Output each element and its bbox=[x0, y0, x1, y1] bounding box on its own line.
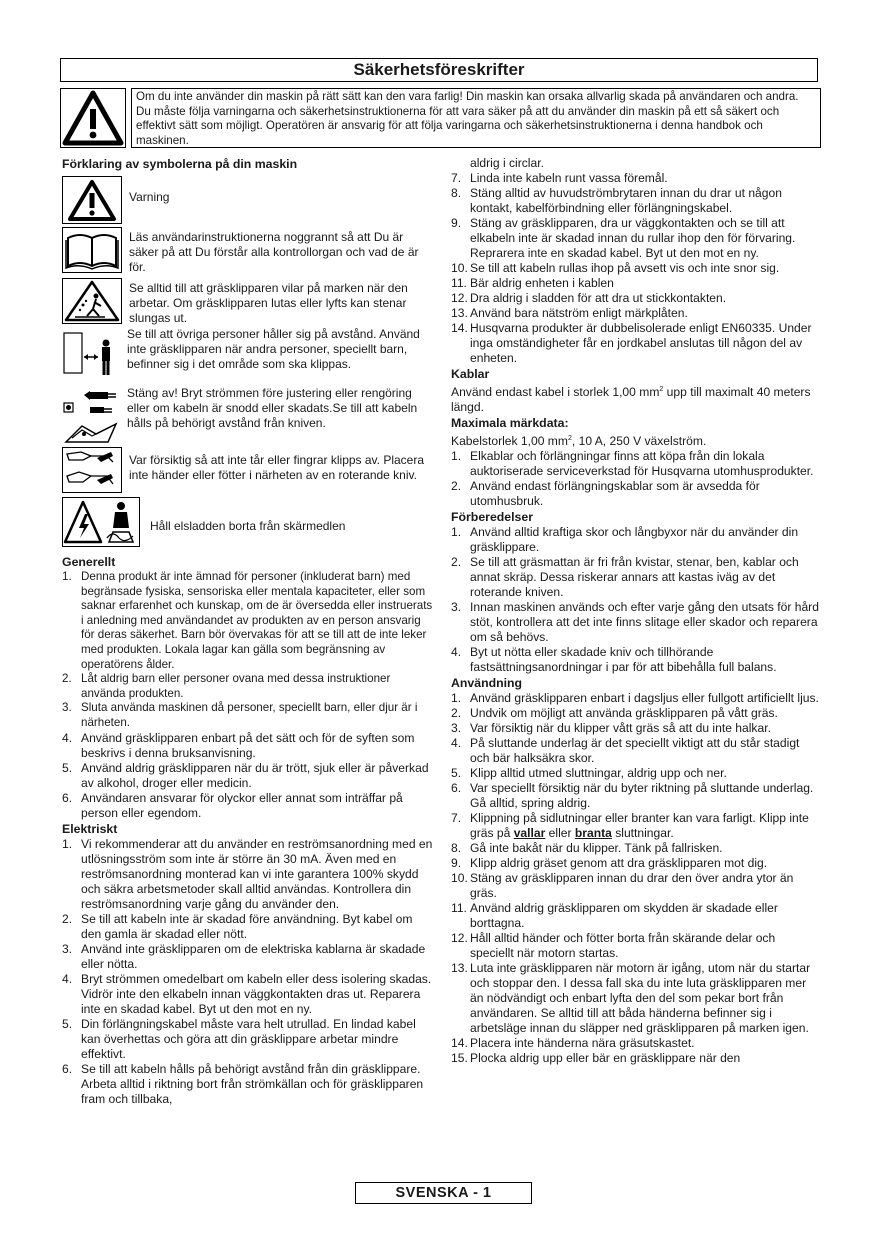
warning-triangle-icon bbox=[62, 176, 122, 224]
symbols-heading: Förklaring av symbolerna på din maskin bbox=[62, 157, 298, 171]
list-item: 11. Bär aldrig enheten i kablen bbox=[451, 276, 614, 290]
list-item: 5. Klipp alltid utmed sluttningar, aldrig upp och ner. bbox=[451, 766, 727, 781]
generellt-list-continued bbox=[62, 731, 434, 821]
symbol-row bbox=[62, 497, 434, 547]
list-item: 5. Din förlängningskabel måste vara helt utrullad. En lindad kabel kan överhettas och göra att din gräsklippare arbetar mindre effektivt. bbox=[62, 1016, 416, 1061]
list-item: 14. Husqvarna produkter är dubbelisolerade enligt EN60335. Under inga omständigheter får en jordkabel anslutas till någon del av enheten. bbox=[451, 321, 812, 365]
list-item: 13. Luta inte gräsklipparen när motorn är igång, utom när du startar och stoppar den. I dessa fall ska du inte luta gräsklipparen mer än nödvändigt och enbart lyfta den del som pekar bort från användaren. Se alltid till att båda händerna befinner sig i arbetsläge innan du släpper ned gräsklipparen på marken igen. bbox=[451, 961, 811, 1036]
kablar-text: Använd endast kabel i storlek 1,00 $mm^2$ upp till maximalt 40 meters längd. bbox=[451, 385, 811, 415]
list-item: 10. Se till att kabeln rullas ihop på avsett vis och inte snor sig. bbox=[451, 261, 780, 275]
list-item: 1. Använd alltid kraftiga skor och långbyxor när du använder din gräsklippare. bbox=[451, 525, 799, 555]
electric-cable-icon bbox=[62, 497, 140, 547]
generellt-heading: Generellt bbox=[62, 555, 116, 569]
anvandning-list bbox=[451, 691, 819, 1066]
warning-triangle-icon bbox=[60, 88, 126, 148]
list-item: 7. Klippning på sidlutningar eller branter kan vara farligt. Klipp inte gräs på vallar eller branta sluttningar. bbox=[451, 811, 809, 841]
intro-warning-text: Om du inte använder din maskin på rätt sätt kan den vara farlig! Din maskin kan orsaka allvarlig skada på användaren och andra. Du måste följa varningarna och säkerhetsinstruktionerna för att vara säker på att du använder din maskin på ett så säkert och effektivt sätt som möjligt. Operatören är ansvarig för att följa varingarna och säkerhetsinstruktionerna i denna handbok och maskinen. bbox=[131, 88, 821, 148]
list-item: 6. Var speciellt försiktig när du byter riktning på sluttande underlag. Gå alltid, spring aldrig. bbox=[451, 781, 814, 811]
symbol-row bbox=[62, 176, 434, 224]
symbol-row bbox=[62, 278, 434, 326]
list-item: 5. Använd aldrig gräsklipparen när du är trött, sjuk eller är påverkad av alkohol, droger eller medicin. bbox=[62, 760, 429, 790]
list-item: 3. Använd inte gräsklipparen om de elektriska kablarna är skadade eller nötta. bbox=[62, 941, 426, 971]
list-item: 2. Se till att gräsmattan är fri från kvistar, stenar, ben, kablar och annat skräp. Dessa riskerar annars att kastas iväg av det roterande kniven. bbox=[451, 555, 799, 600]
manual-book-icon bbox=[62, 227, 122, 273]
list-item: 6. Användaren ansvarar för olyckor eller annat som inträffar på person eller egendom. bbox=[62, 790, 403, 820]
symbol-text: Läs användarinstruktionerna noggrannt så att Du är säker på att Du förstår alla kontrollorgan och vad de är för. bbox=[129, 230, 419, 274]
symbol-text: Stäng av! Bryt strömmen före justering eller rengöring eller om kabeln är snodd eller skadats.Se till att kabeln hålls på behörigt avstånd från kniven. bbox=[127, 386, 418, 430]
symbol-text: Se alltid till att gräsklipparen vilar på marken när den arbetar. Om gräsklipparen lutas eller lyfts kan stenar slungas ut. bbox=[129, 281, 408, 325]
elektriskt-heading: Elektriskt bbox=[62, 821, 118, 836]
elektriskt-list bbox=[62, 837, 434, 1107]
symbol-text: Varning bbox=[129, 190, 170, 204]
list-item: 1. Vi rekommenderar att du använder en reströmsanordning med en utlösningsström som inte är större än 30 mA. Även med en reströmsanordning monterad kan vi inte garantera 100% skydd och säkra arbetsmetoder skall alltid användas. Kontrollera din reströmsanordning varje gång du använder den. bbox=[62, 836, 433, 911]
maximala-heading: Maximala märkdata: bbox=[451, 416, 569, 431]
page-title: Säkerhetsföreskrifter bbox=[60, 58, 818, 82]
list-item: 7. Linda inte kabeln runt vassa föremål. bbox=[451, 171, 668, 185]
list-item: 8. Gå inte bakåt när du klipper. Tänk på fallrisken. bbox=[451, 841, 723, 856]
list-item: 2. Låt aldrig barn eller personer ovana med dessa instruktioner använda produkten. bbox=[62, 672, 391, 700]
symbol-row bbox=[62, 447, 434, 493]
list-item: aldrig i circlar. bbox=[470, 156, 544, 170]
symbol-row bbox=[62, 227, 434, 275]
anvandning-heading: Användning bbox=[451, 676, 523, 691]
list-item: 9. Klipp aldrig gräset genom att dra gräsklipparen mot dig. bbox=[451, 856, 768, 871]
keep-distance-icon bbox=[62, 329, 120, 387]
list-item: 4. Byt ut nötta eller skadade kniv och tillhörande fastsättningsanordningar i par för att bibehålla full balans. bbox=[451, 645, 777, 675]
kablar-heading: Kablar bbox=[451, 367, 490, 381]
list-item: 4. På sluttande underlag är det speciellt viktigt att du står stadigt och bär halksäkra skor. bbox=[451, 736, 800, 766]
list-item: 1. Denna produkt är inte ämnad för personer (inkluderat barn) med begränsade fysiska, sensoriska eller mentala kapaciteter, eller som saknar erfarenhet och kunskap, om de är översedda eller instruerats i anledning med användandet av produkten av en person ansvarig för deras säkerhet. Barn bör övervakas för att se till att de inte leker med produkten. Lokala lagar kan gälla som begränsning av operatörens ålder. bbox=[62, 570, 433, 671]
list-item: 1. Elkablar och förlängningar finns att köpa från din lokala auktoriserade serviceverkstad för Husqvarna utomhusprodukter. bbox=[451, 449, 814, 479]
list-item: 14. Placera inte händerna nära gräsutskastet. bbox=[451, 1036, 695, 1051]
symbol-text: Var försiktig så att inte tår eller fingrar klipps av. Placera inte händer eller fötter i närheten av en roterande kniv. bbox=[129, 453, 425, 482]
symbol-row bbox=[62, 386, 434, 448]
list-item: 9. Stäng av gräsklipparen, dra ur väggkontakten och se till att elkabeln inte är skadad innan du rullar ihop den för förvaring. Reprarera inte en skadad kabel. Byt ut den mot en ny. bbox=[451, 216, 796, 260]
list-item: 2. Använd endast förlängningskablar som är avsedda för utomhusbruk. bbox=[451, 479, 760, 509]
list-item: 6. Se till att kabeln hålls på behörigt avstånd från din gräsklippare. Arbeta alltid i riktning bort från strömkällan och för gräsklipparen fram och tillbaka, bbox=[62, 1061, 424, 1106]
list-item: 8. Stäng alltid av huvudströmbrytaren innan du drar ut någon kontakt, kabelförbindning eller förlängningskabel. bbox=[451, 186, 782, 215]
list-item: 2. Undvik om möjligt att använda gräsklipparen på vått gräs. bbox=[451, 706, 778, 721]
list-item: 3. Var försiktig när du klipper vått gräs så att du inte halkar. bbox=[451, 721, 771, 736]
blade-hand-icon bbox=[62, 447, 122, 493]
list-item: 1. Använd gräsklipparen enbart i dagsljus eller fullgott artificiellt ljus. bbox=[451, 691, 819, 706]
page-footer: SVENSKA - 1 bbox=[355, 1182, 532, 1204]
list-item: 4. Använd gräsklipparen enbart på det sätt och för de syften som beskrivs i denna bruksanvisning. bbox=[62, 730, 415, 760]
left-column bbox=[62, 156, 434, 1107]
elektriskt-list-continued bbox=[451, 156, 819, 366]
maximala-text: Kabelstorlek 1,00 $mm^2$, 10 A, 250 V växelström. bbox=[451, 434, 707, 449]
forberedelser-heading: Förberedelser bbox=[451, 510, 534, 525]
symbol-row bbox=[62, 329, 434, 387]
maximala-list bbox=[451, 449, 819, 509]
symbol-text: Håll elsladden borta från skärmedlen bbox=[150, 519, 346, 533]
list-item: 3. Sluta använda maskinen då personer, speciellt barn, eller djur är i närheten. bbox=[62, 701, 418, 729]
list-item: 11. Använd aldrig gräsklipparen om skydden är skadade eller borttagna. bbox=[451, 901, 778, 931]
list-item: 12. Dra aldrig i sladden för att dra ut stickkontakten. bbox=[451, 291, 727, 305]
generellt-list bbox=[62, 570, 434, 731]
right-column bbox=[451, 156, 819, 1066]
list-item: 2. Se till att kabeln inte är skadad före användning. Byt kabel om den gamla är skadad eller nött. bbox=[62, 911, 413, 941]
list-item: 4. Bryt strömmen omedelbart om kabeln eller dess isolering skadas. Vidrör inte den elkabeln innan väggkontakten dras ut. Reparera inte en skadad kabel. Byt ut den mot en ny. bbox=[62, 971, 432, 1016]
list-item: 12. Håll alltid händer och fötter borta från skärande delar och speciellt när motorn startas. bbox=[451, 931, 776, 961]
symbol-text: Se till att övriga personer håller sig på avstånd. Använd inte gräsklipparen när andra personer, speciellt barn, befinner sig i det område som ska klippas. bbox=[127, 327, 420, 371]
list-item: 15. Plocka aldrig upp eller bär en gräsklippare när den bbox=[451, 1051, 741, 1066]
unplug-icon bbox=[62, 390, 120, 448]
list-item: 10. Stäng av gräsklipparen innan du drar den över andra ytor än gräs. bbox=[451, 871, 794, 901]
list-item: 13. Använd bara nätström enligt märkplåten. bbox=[451, 306, 688, 320]
list-item: 3. Innan maskinen används och efter varje gång den utsats för hård stöt, kontrollera att det inte finns slitage eller skador och reparera om så behövs. bbox=[451, 600, 819, 645]
thrown-objects-icon bbox=[62, 278, 122, 324]
forberedelser-list bbox=[451, 525, 819, 675]
